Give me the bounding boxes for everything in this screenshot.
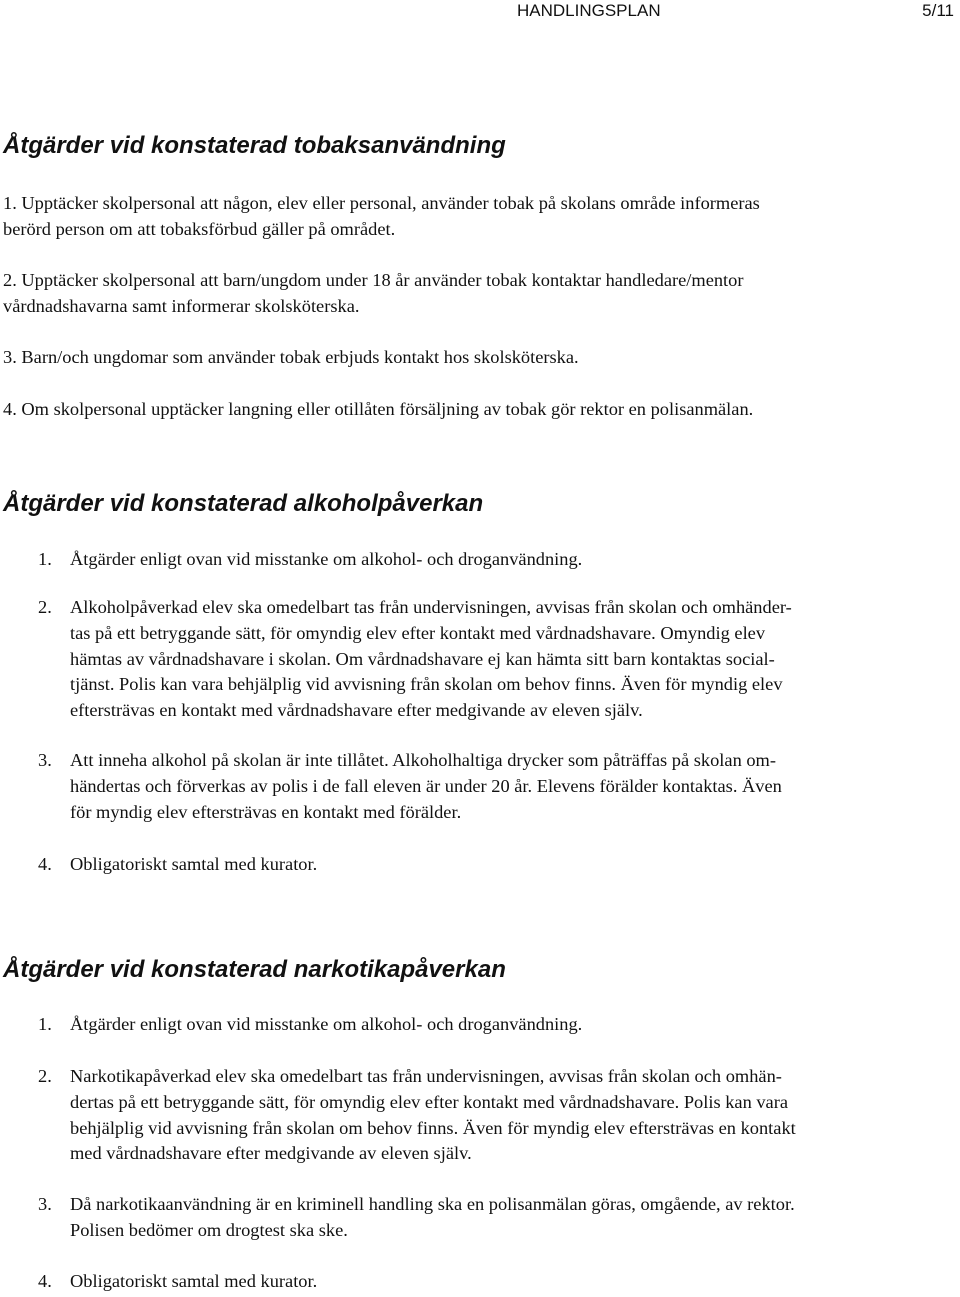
tobak-paragraph-3: 3. Barn/och ungdomar som använder tobak erbjuds kontakt hos skolsköterska. bbox=[3, 347, 579, 367]
page-header bbox=[0, 0, 960, 24]
narkotika-item-4 bbox=[38, 1269, 953, 1295]
alkohol-item-1 bbox=[38, 547, 953, 573]
heading-alkohol: Åtgärder vid konstaterad alkoholpåverkan bbox=[3, 490, 484, 517]
alkohol-item-3 bbox=[38, 748, 953, 825]
item-number: 1. bbox=[38, 549, 52, 569]
item-line: tas på ett betryggande sätt, för omyndig elev efter kontakt med vårdnadshavare. Omyndig elev bbox=[70, 622, 766, 643]
item-line: med vårdnadshavare efter medgivande av eleven själv. bbox=[70, 1143, 472, 1164]
item-line: behjälplig vid avvisning från skolan om behov finns. Även för myndig elev eftersträvas en kontakt bbox=[70, 1117, 796, 1138]
item-line: Då narkotikaanvändning är en kriminell handling ska en polisanmälan göras, omgående, av rektor. bbox=[70, 1194, 795, 1214]
item-number: 3. bbox=[38, 750, 52, 770]
item-text bbox=[70, 1064, 953, 1167]
item-text bbox=[70, 852, 953, 878]
heading-narkotika: Åtgärder vid konstaterad narkotikapåverkan bbox=[3, 956, 506, 983]
item-line: Obligatoriskt samtal med kurator. bbox=[70, 1271, 318, 1291]
document-title: HANDLINGSPLAN bbox=[517, 1, 661, 20]
item-line: för myndig elev eftersträvas en kontakt med förälder. bbox=[70, 801, 462, 822]
narkotika-item-2 bbox=[38, 1064, 953, 1167]
tobak-paragraph-1-line-2: berörd person om att tobaksförbud gäller på området. bbox=[3, 219, 396, 239]
item-line: hämtas av vårdnadshavare i skolan. Om vårdnadshavare ej kan hämta sitt barn kontaktas social- bbox=[70, 648, 775, 669]
item-number: 2. bbox=[38, 1066, 52, 1086]
tobak-paragraph-2 bbox=[3, 267, 953, 319]
alkohol-item-4 bbox=[38, 852, 953, 878]
item-line: Alkoholpåverkad elev ska omedelbart tas från undervisningen, avvisas från skolan och omhänder- bbox=[70, 597, 792, 617]
item-text bbox=[70, 748, 953, 825]
item-number: 4. bbox=[38, 1271, 52, 1291]
narkotika-item-3 bbox=[38, 1192, 953, 1244]
alkohol-item-2 bbox=[38, 595, 953, 724]
item-text bbox=[70, 595, 953, 724]
item-line: eftersträvas en kontakt med vårdnadshavare efter medgivande av eleven själv. bbox=[70, 700, 643, 721]
item-number: 3. bbox=[38, 1194, 52, 1214]
tobak-paragraph-1-line-1: 1. Upptäcker skolpersonal att någon, elev eller personal, använder tobak på skolans område informeras bbox=[3, 193, 760, 213]
tobak-paragraph-4: 4. Om skolpersonal upptäcker langning eller otillåten försäljning av tobak gör rektor en polisanmälan. bbox=[3, 399, 754, 419]
tobak-paragraph-1 bbox=[3, 190, 953, 242]
item-text bbox=[70, 1192, 953, 1244]
item-line: Åtgärder enligt ovan vid misstanke om alkohol- och droganvändning. bbox=[70, 549, 583, 569]
item-line: Åtgärder enligt ovan vid misstanke om alkohol- och droganvändning. bbox=[70, 1014, 583, 1034]
item-text bbox=[70, 1012, 953, 1038]
item-line: Narkotikapåverkad elev ska omedelbart tas från undervisningen, avvisas från skolan och omhän- bbox=[70, 1066, 782, 1086]
tobak-paragraph-2-line-2: vårdnadshavarna samt informerar skolsköterska. bbox=[3, 296, 360, 316]
item-line: Att inneha alkohol på skolan är inte tillåtet. Alkoholhaltiga drycker som påträffas på skolan om- bbox=[70, 750, 776, 770]
narkotika-item-1 bbox=[38, 1012, 953, 1038]
heading-tobak: Åtgärder vid konstaterad tobaksanvändning bbox=[3, 132, 506, 159]
item-line: Polisen bedömer om drogtest ska ske. bbox=[70, 1219, 348, 1240]
item-number: 1. bbox=[38, 1014, 52, 1034]
item-line: dertas på ett betryggande sätt, för omyndig elev efter kontakt med vårdnadshavare. Polis kan vara bbox=[70, 1091, 789, 1112]
tobak-paragraph-2-line-1: 2. Upptäcker skolpersonal att barn/ungdom under 18 år använder tobak kontaktar handledare/mentor bbox=[3, 270, 744, 290]
item-number: 4. bbox=[38, 854, 52, 874]
page-number: 5/11 bbox=[922, 1, 954, 20]
item-line: händertas och förverkas av polis i de fall eleven är under 20 år. Elevens förälder kontaktas. Även bbox=[70, 775, 782, 796]
item-text bbox=[70, 1269, 953, 1295]
item-line: tjänst. Polis kan vara behjälplig vid avvisning från skolan om behov finns. Även för myndig elev bbox=[70, 674, 783, 695]
item-line: Obligatoriskt samtal med kurator. bbox=[70, 854, 318, 874]
item-number: 2. bbox=[38, 597, 52, 617]
item-text bbox=[70, 547, 953, 573]
